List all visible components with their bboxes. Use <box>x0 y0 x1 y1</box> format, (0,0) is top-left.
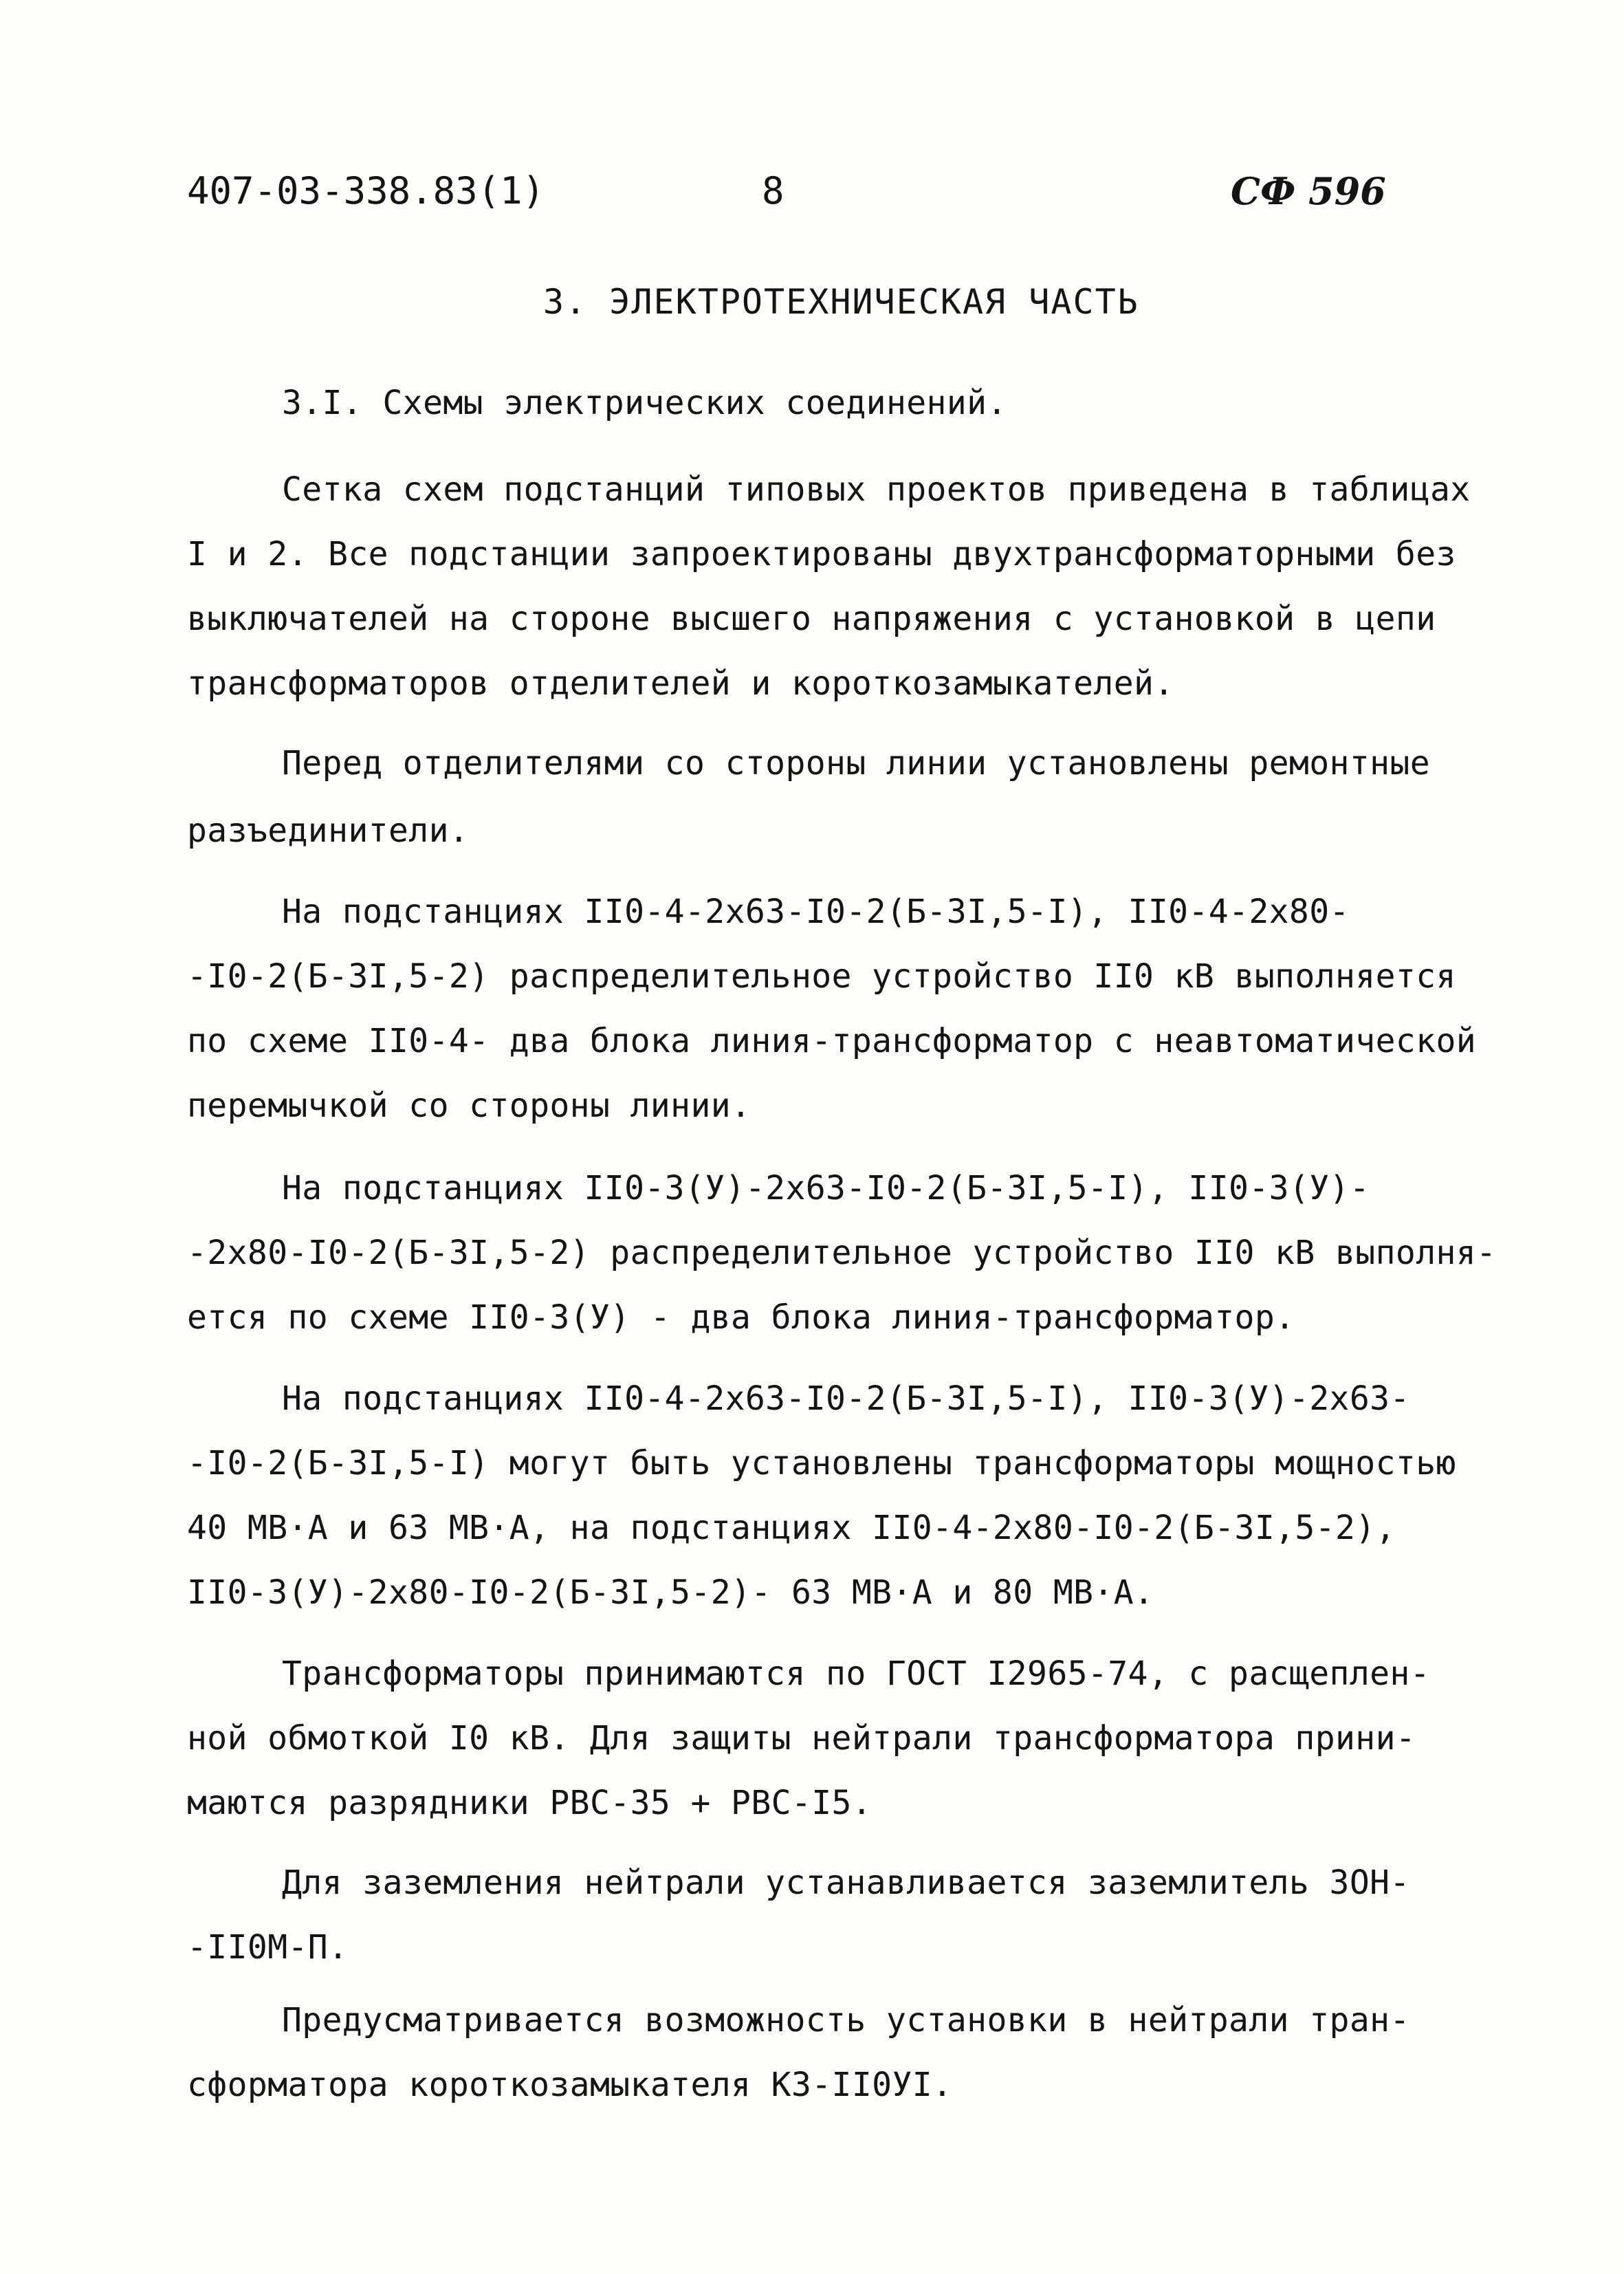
text-line: ной обмоткой I0 кВ. Для защиты нейтрали трансформатора прини- <box>187 1719 1416 1758</box>
text-line: -2х80-I0-2(Б-3I,5-2) распределительное устройство II0 кВ выполня- <box>187 1234 1497 1272</box>
text-line: разъединители. <box>187 811 470 850</box>
text-line: по схеме II0-4- два блока линия-трансформатор с неавтоматической <box>187 1022 1477 1060</box>
text-line: На подстанциях II0-4-2х63-I0-2(Б-3I,5-I), II0-3(У)-2х63- <box>282 1379 1410 1418</box>
text-line: -I0-2(Б-3I,5-2) распределительное устройство II0 кВ выполняется <box>187 957 1456 996</box>
text-line: перемычкой со стороны линии. <box>187 1086 751 1125</box>
text-line: II0-3(У)-2х80-I0-2(Б-3I,5-2)- 63 МВ·А и 80 МВ·А. <box>187 1573 1154 1612</box>
text-line: маются разрядники РВС-35 + РВС-I5. <box>187 1784 873 1822</box>
subsection-heading: 3.I. Схемы электрических соединений. <box>282 384 1007 422</box>
text-line: -I0-2(Б-3I,5-I) могут быть установлены трансформаторы мощностью <box>187 1444 1456 1483</box>
text-line: Перед отделителями со стороны линии установлены ремонтные <box>282 744 1431 783</box>
text-line: трансформаторов отделителей и короткозамыкателей. <box>187 664 1174 703</box>
text-line: Для заземления нейтрали устанавливается заземлитель ЗОН- <box>282 1863 1410 1902</box>
text-line: На подстанциях II0-3(У)-2х63-I0-2(Б-3I,5-I), II0-3(У)- <box>282 1169 1370 1207</box>
text-line: -II0М-П. <box>187 1928 349 1967</box>
text-line: 40 МВ·А и 63 МВ·А, на подстанциях II0-4-2х80-I0-2(Б-3I,5-2), <box>187 1509 1396 1547</box>
page-number: 8 <box>762 169 784 212</box>
text-line: Трансформаторы принимаются по ГОСТ I2965-74, с расщеплен- <box>282 1654 1431 1693</box>
handwritten-mark: СФ 596 <box>1231 169 1386 213</box>
text-line: сформатора короткозамыкателя КЗ-II0УI. <box>187 2066 953 2104</box>
text-line: На подстанциях II0-4-2х63-I0-2(Б-3I,5-I), II0-4-2х80- <box>282 893 1350 931</box>
text-line: выключателей на стороне высшего напряжения с установкой в цепи <box>187 600 1436 638</box>
text-line: I и 2. Все подстанции запроектированы двухтрансформаторными без <box>187 535 1456 573</box>
text-line: Предусматривается возможность установки в нейтрали тран- <box>282 2001 1410 2040</box>
text-line: Сетка схем подстанций типовых проектов приведена в таблицах <box>282 470 1471 509</box>
document-code: 407-03-338.83(1) <box>187 169 545 212</box>
section-title: 3. ЭЛЕКТРОТЕХНИЧЕСКАЯ ЧАСТЬ <box>543 282 1139 322</box>
text-line: ется по схеме II0-3(У) - два блока линия-трансформатор. <box>187 1298 1295 1337</box>
